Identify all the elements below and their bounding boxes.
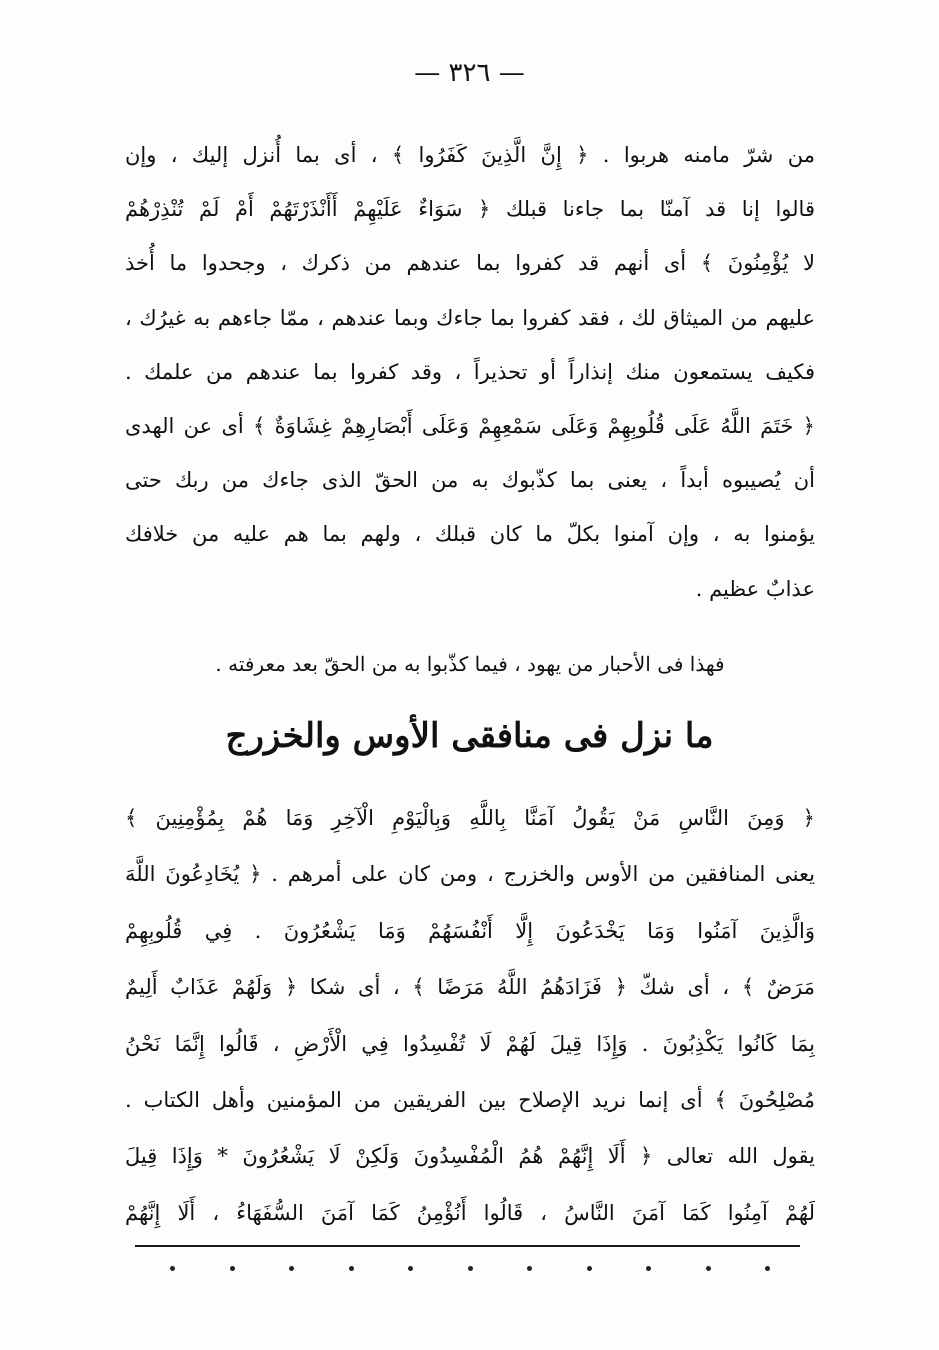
text-line: يؤمنوا به ، وإن آمنوا بكلّ ما كان قبلك ، ولهم بما هم عليه من خلافك: [125, 522, 815, 547]
dot: [706, 1266, 711, 1271]
text-line: ﴿ وَمِنَ النَّاسِ مَنْ يَقُولُ آمَنَّا بِاللَّهِ وَبِالْيَوْمِ الْآخِرِ وَمَا هُمْ بِمُؤْمِنِينَ ﴾: [125, 806, 815, 830]
dot: [349, 1266, 354, 1271]
text-line: فكيف يستمعون منك إنذاراً أو تحذيراً ، وقد كفروا بما عندهم من علمك .: [125, 359, 815, 384]
paragraph-hypocrites: [125, 790, 815, 1241]
dot: [527, 1266, 532, 1271]
text-line: عليهم من الميثاق لك ، فقد كفروا بما جاءك وبما عندهم ، ممّا جاءهم به غيرُك ،: [125, 305, 815, 330]
page-number: — ٣٢٦ —: [414, 58, 525, 88]
footer-rule: [135, 1245, 800, 1247]
text-line: لَهُمْ آمِنُوا كَمَا آمَنَ النَّاسُ ، قَالُوا أَنُؤْمِنُ كَمَا آمَنَ السُّفَهَاءُ ، أَلَا إِنَّهُمْ: [125, 1200, 815, 1225]
text-line: مَرَضٌ ﴾ ، أى شكّ ﴿ فَزَادَهُمُ اللَّهُ مَرَضًا ﴾ ، أى شكا ﴿ وَلَهُمْ عَذَابٌ أَلِيمٌ: [125, 975, 815, 1000]
dot: [765, 1266, 770, 1271]
text-line: لا يُؤْمِنُونَ ﴾ أى أنهم قد كفروا بما عندهم من ذكرك ، وجحدوا ما أُخذ: [125, 251, 815, 276]
text-line: أن يُصيبوه أبداً ، يعنى بما كذّبوك به من الحقّ الذى جاءك من ربك حتى: [125, 468, 815, 493]
dot: [289, 1266, 294, 1271]
dot: [170, 1266, 175, 1271]
text-line: قالوا إنا قد آمنّا بما جاءنا قبلك ﴿ سَوَاءٌ عَلَيْهِمْ أَأَنْذَرْتَهُمْ أَمْ لَمْ تُنْذِرْهُمْ: [125, 197, 815, 222]
text-line: يقول الله تعالى ﴿ أَلَا إِنَّهُمْ هُمُ الْمُفْسِدُونَ وَلَكِنْ لَا يَشْعُرُونَ * وَإِذَا قِيلَ: [125, 1144, 815, 1169]
text-line: يعنى المنافقين من الأوس والخزرج ، ومن كان على أمرهم . ﴿ يُخَادِعُونَ اللَّهَ: [125, 862, 815, 887]
text-line: وَالَّذِينَ آمَنُوا وَمَا يَخْدَعُونَ إِلَّا أَنْفُسَهُمْ وَمَا يَشْعُرُونَ . فِي قُلُوبِهِمْ: [125, 918, 815, 943]
text-line: مُصْلِحُونَ ﴾ أى إنما نريد الإصلاح بين الفريقين من المؤمنين وأهل الكتاب .: [125, 1087, 815, 1112]
closing-note: فهذا فى الأحبار من يهود ، فيما كذّبوا به من الحقّ بعد معرفته .: [215, 652, 725, 676]
dot: [230, 1266, 235, 1271]
text-line: ﴿ خَتَمَ اللَّهُ عَلَى قُلُوبِهِمْ وَعَلَى سَمْعِهِمْ وَعَلَى أَبْصَارِهِمْ غِشَاوَةٌ ﴾ أى عن الهدى: [125, 413, 815, 438]
paragraph-tafsir-disbelievers: [125, 128, 815, 616]
footer-dots: [170, 1266, 770, 1271]
text-line: بِمَا كَانُوا يَكْذِبُونَ . وَإِذَا قِيلَ لَهُمْ لَا تُفْسِدُوا فِي الْأَرْضِ ، قَالُوا إِنَّمَا نَحْنُ: [125, 1031, 815, 1056]
text-line: من شرّ مامنه هربوا . ﴿ إِنَّ الَّذِينَ كَفَرُوا ﴾ ، أى بما أُنزل إليك ، وإن: [125, 143, 815, 167]
dot: [468, 1266, 473, 1271]
dot: [587, 1266, 592, 1271]
text-line: عذابٌ عظيم .: [695, 576, 815, 601]
dot: [646, 1266, 651, 1271]
dot: [408, 1266, 413, 1271]
section-heading: ما نزل فى منافقى الأوس والخزرج: [225, 716, 714, 756]
